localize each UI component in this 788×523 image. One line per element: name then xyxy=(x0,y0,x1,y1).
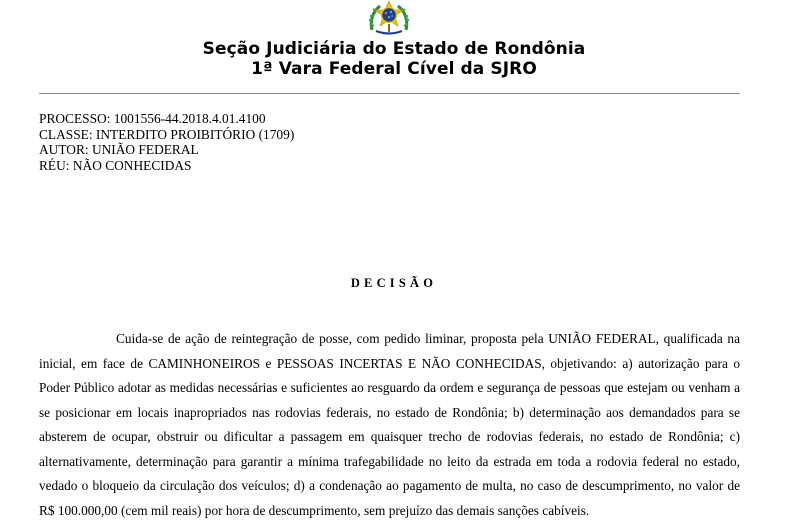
case-author: AUTOR: UNIÃO FEDERAL xyxy=(39,142,199,158)
process-number: PROCESSO: 1001556-44.2018.4.01.4100 xyxy=(39,111,266,126)
case-class: CLASSE: INTERDITO PROIBITÓRIO (1709) xyxy=(39,126,295,142)
header-divider xyxy=(39,93,740,94)
decision-paragraph: Cuida-se de ação de reintegração de posse, com pedido liminar, proposta pela UNIÃO FEDERAL, qualificada na inicial, em face de CAMINHONEIROS e PESSOAS INCERTAS E NÃO CONHECIDAS, objetivando: a) autorização para o Poder Público adotar as medidas necessárias e suficientes ao resguardo da ordem e segurança de pessoas que estejam ou venham a se posicionar em locais inapropriados nas rodovias federais, no estado de Rondônia; b) determinação aos demandados para se absterem de ocupar, obstruir ou dificultar a passagem em quaisquer trecho de rodovias federais, no estado de Rondônia; c) alternativamente, determinação para garantir a mínima trafegabilidade no leito da estrada em toda a rodovia federal no estado, vedado o bloqueio da circulação dos veículos; d) a condenação ao pagamento de multa, no caso de descumprimento, no valor de R$ 100.000,00 (cem mil reais) por hora de descumprimento, sem prejuízo das demais sanções cabíveis. xyxy=(39,331,740,518)
court-name-heading: Seção Judiciária do Estado de Rondônia xyxy=(202,39,586,59)
case-info-block xyxy=(39,111,294,173)
brazil-coat-of-arms-icon xyxy=(364,0,414,36)
court-division-heading: 1ª Vara Federal Cível da SJRO xyxy=(251,59,537,79)
case-defendant: RÉU: NÃO CONHECIDAS xyxy=(39,157,192,173)
document-title: DECISÃO xyxy=(350,276,438,290)
